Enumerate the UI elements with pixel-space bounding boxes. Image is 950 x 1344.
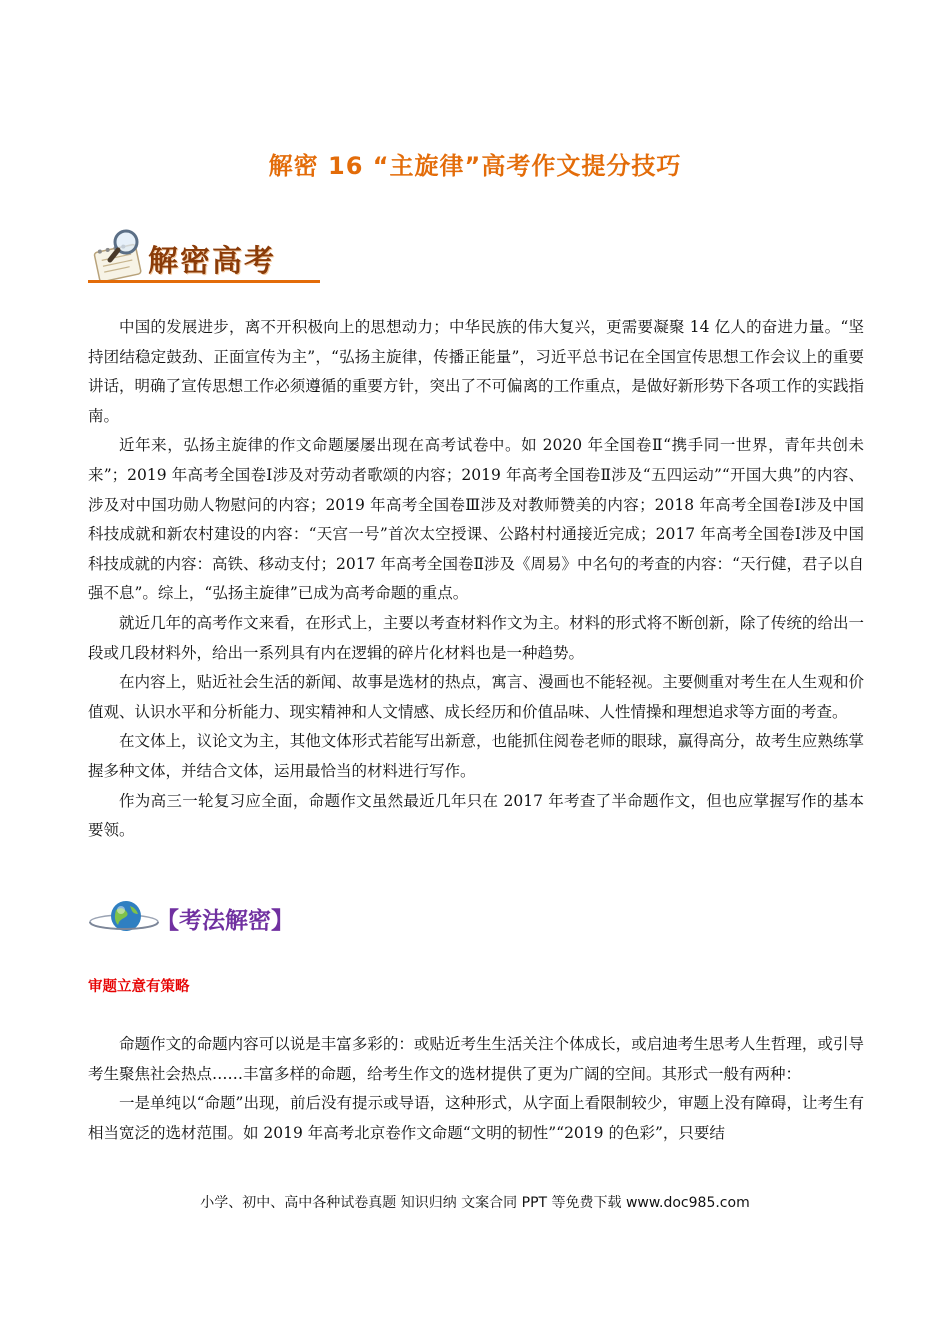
intro-paragraph: 在文体上，议论文为主，其他文体形式若能写出新意，也能抓住阅卷老师的眼球，赢得高分，故考生应熟练掌握多种文体，并结合文体，运用最恰当的材料进行写作。 — [88, 732, 864, 780]
magnifier-notepad-icon — [88, 226, 150, 282]
banner-jiemi-gaokao — [88, 226, 320, 286]
banner2-label: 【考法解密】 — [156, 908, 294, 934]
section-text — [88, 1030, 864, 1148]
intro-text — [88, 313, 864, 846]
intro-paragraph: 作为高三一轮复习应全面，命题作文虽然最近几年只在 2017 年考查了半命题作文，但也应掌握写作的基本要领。 — [88, 791, 864, 840]
page-title: 解密 16 “主旋律”高考作文提分技巧 — [268, 152, 682, 180]
intro-paragraph: 在内容上，贴近社会生活的新闻、故事是选材的热点，寓言、漫画也不能轻视。主要侧重对考生在人生观和价值观、认识水平和分析能力、现实精神和人文情感、成长经历和价值品味、人性情操和理想追求等方面的考查。 — [88, 673, 864, 721]
intro-paragraph: 近年来，弘扬主旋律的作文命题屡屡出现在高考试卷中。如 2020 年全国卷Ⅱ“携手同一世界，青年共创未来”；2019 年高考全国卷Ⅰ涉及对劳动者歌颂的内容；2019 年高考全国卷Ⅱ涉及“五四运动”“开国大典”的内容、涉及对中国功勋人物慰问的内容；2019 年高考全国卷Ⅲ涉及对教师赞美的内容；2018 年高考全国卷Ⅰ涉及中国科技成就和新农村建设的内容：“天宫一号”首次太空授课、公路村村通接近完成；2017 年高考全国卷Ⅰ涉及中国科技成就的内容：高铁、移动支付；2017 年高考全国卷Ⅱ涉及《周易》中名句的考查的内容：“天行健，君子以自强不息”。综上，“弘扬主旋律”已成为高考命题的重点。 — [88, 436, 864, 603]
footer: 小学、初中、高中各种试卷真题 知识归纳 文案合同 PPT 等免费下载 www.doc985.com — [200, 1195, 750, 1211]
banner1-underline — [88, 280, 320, 283]
section-paragraph: 命题作文的命题内容可以说是丰富多彩的：或贴近考生生活关注个体成长，或启迪考生思考人生哲理，或引导考生聚焦社会热点……丰富多样的命题，给考生作文的选材提供了更为广阔的空间。其形式一般有两种： — [88, 1035, 864, 1083]
section-paragraph: 一是单纯以“命题”出现，前后没有提示或导语，这种形式，从字面上看限制较少，审题上没有障碍，让考生有相当宽泛的选材范围。如 2019 年高考北京卷作文命题“文明的韧性”“2019 的色彩”，只要结 — [88, 1094, 864, 1142]
intro-paragraph: 就近几年的高考作文来看，在形式上，主要以考查材料作文为主。材料的形式将不断创新，除了传统的给出一段或几段材料外，给出一系列具有内在逻辑的碎片化材料也是一种趋势。 — [88, 613, 864, 662]
banner-kaofa-jiemi — [88, 892, 318, 944]
globe-icon — [88, 892, 160, 944]
section-heading: 审题立意有策略 — [88, 979, 190, 995]
banner1-label: 解密高考 — [148, 244, 276, 279]
intro-paragraph: 中国的发展进步，离不开积极向上的思想动力；中华民族的伟大复兴，更需要凝聚 14 亿人的奋进力量。“坚持团结稳定鼓劲、正面宣传为主”，“弘扬主旋律，传播正能量”，习近平总书记在全国宣传思想工作会议上的重要讲话，明确了宣传思想工作必须遵循的重要方针，突出了不可偏离的工作重点，是做好新形势下各项工作的实践指南。 — [88, 318, 864, 425]
